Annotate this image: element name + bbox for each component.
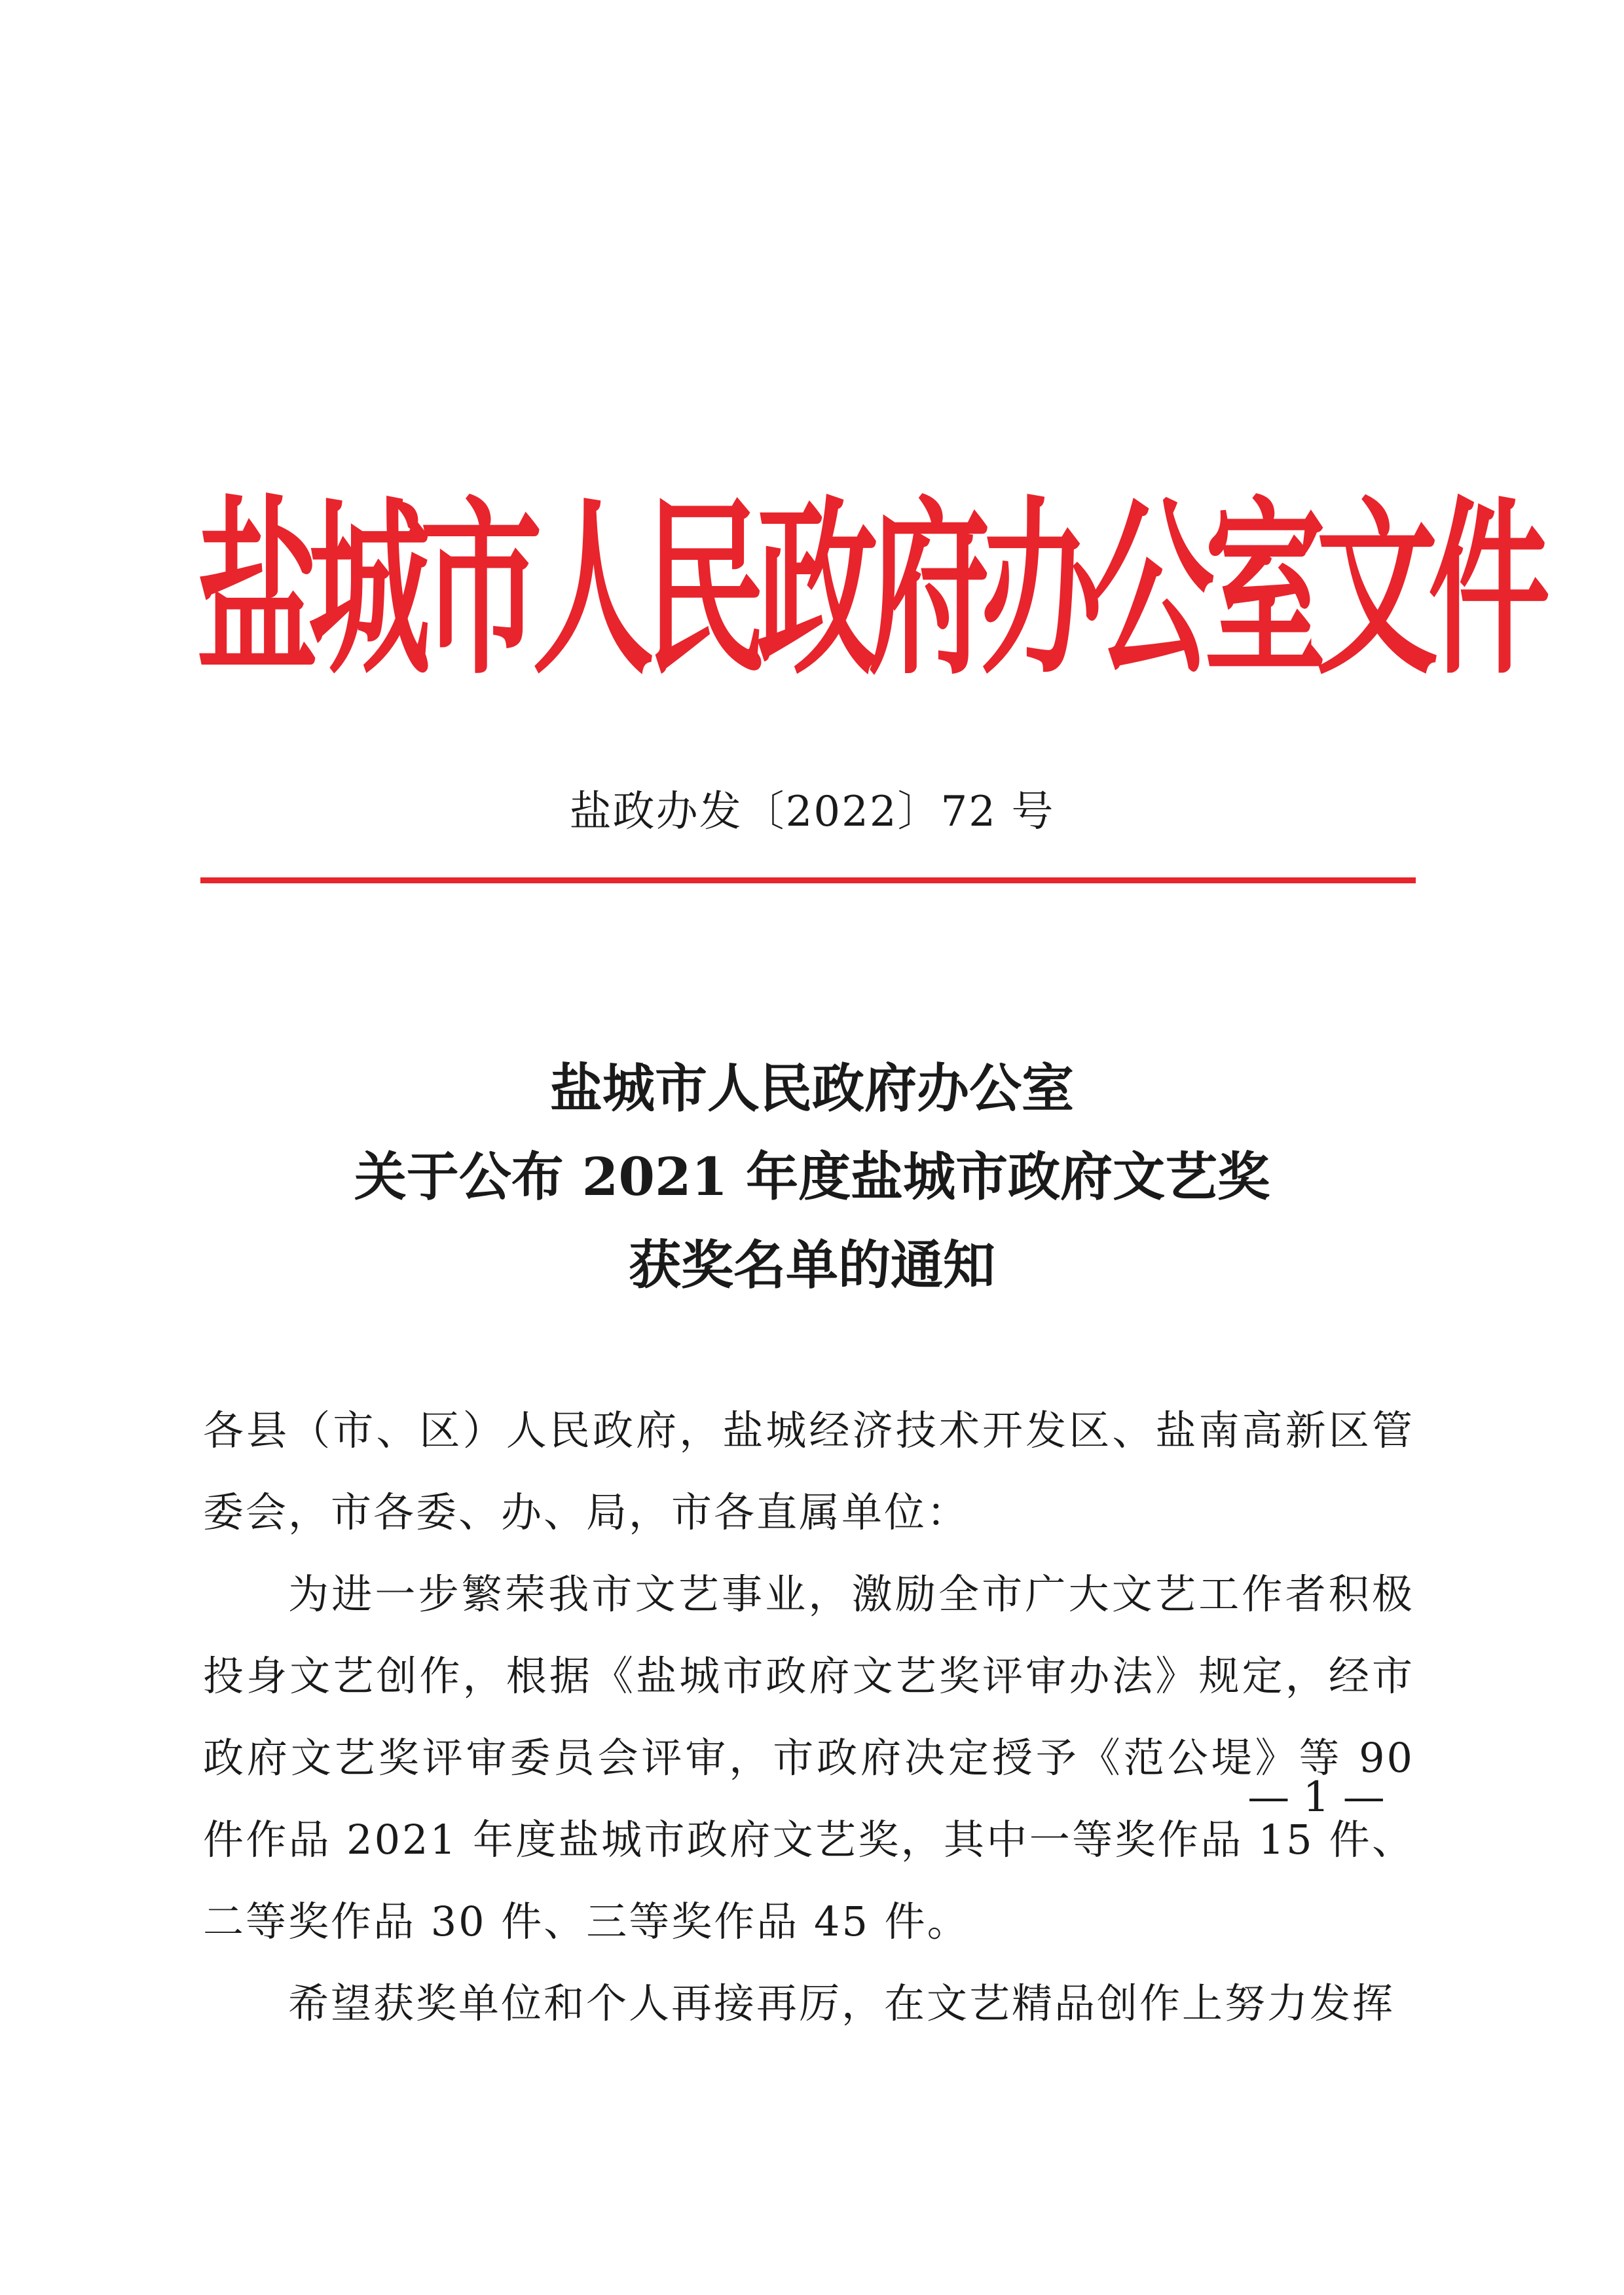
red-header-title	[196, 458, 1551, 720]
body-paragraph-1: 为进一步繁荣我市文艺事业，激励全市广大文艺工作者积极投身文艺创作，根据《盐城市政府文艺奖评审办法》规定，经市政府文艺奖评审委员会评审，市政府决定授予《范公堤》等 90 件作品 2021 年度盐城市政府文艺奖，其中一等奖作品 15 件、二等奖作品 30 件、三等奖作品 45 件。	[203, 1570, 1414, 1945]
header-char: 件	[1428, 477, 1551, 700]
page-number: — 1 —	[1247, 1773, 1385, 1822]
document-body	[203, 1389, 1414, 2044]
header-char: 民	[644, 477, 767, 700]
header-char: 人	[532, 477, 655, 700]
title-line-3: 获奖名单的通知	[629, 1234, 995, 1296]
header-char: 城	[308, 477, 431, 700]
header-char: 文	[1316, 477, 1439, 700]
title-line-1: 盐城市人民政府办公室	[550, 1057, 1074, 1119]
header-char: 政	[756, 477, 879, 700]
body-paragraph-2: 希望获奖单位和个人再接再厉，在文艺精品创作上努力发挥	[288, 1979, 1395, 2027]
header-char: 盐	[196, 477, 319, 700]
addressee-paragraph: 各县（市、区）人民政府，盐城经济技术开发区、盐南高新区管委会，市各委、办、局，市各直属单位：	[203, 1406, 1414, 1536]
header-char: 公	[1092, 477, 1215, 700]
red-divider-line	[200, 877, 1416, 883]
title-line-2: 关于公布 2021 年度盐城市政府文艺奖	[354, 1146, 1270, 1207]
document-number: 盐政办发〔2022〕72 号	[569, 788, 1055, 836]
header-char: 府	[868, 477, 991, 700]
header-char: 办	[980, 477, 1103, 700]
header-char: 室	[1204, 477, 1327, 700]
document-title	[0, 1044, 1624, 1310]
header-char: 市	[420, 477, 543, 700]
